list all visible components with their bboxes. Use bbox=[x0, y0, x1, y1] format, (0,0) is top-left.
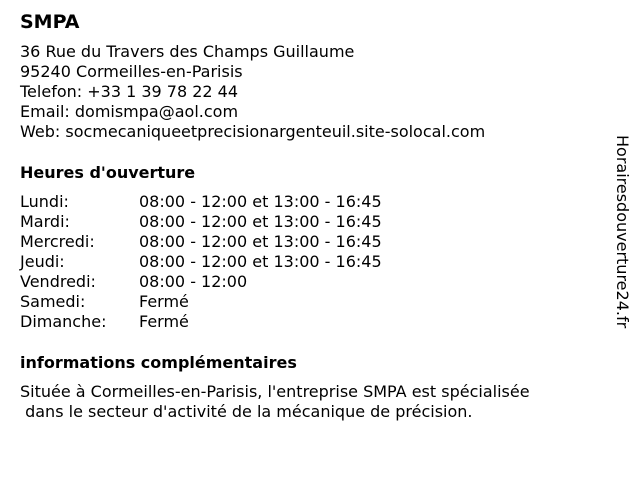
day-label: Samedi: bbox=[20, 292, 86, 311]
day-hours: 08:00 - 12:00 bbox=[139, 272, 248, 291]
day-hours: 08:00 - 12:00 et 13:00 - 16:45 bbox=[139, 232, 382, 251]
business-name: SMPA bbox=[20, 11, 80, 33]
web-line: Web: socmecaniqueetprecisionargenteuil.site-solocal.com bbox=[20, 122, 486, 141]
hours-row-wednesday bbox=[20, 232, 600, 252]
hours-row-monday bbox=[20, 192, 600, 212]
day-hours: Fermé bbox=[139, 312, 189, 331]
day-hours: 08:00 - 12:00 et 13:00 - 16:45 bbox=[139, 212, 382, 231]
hours-row-friday bbox=[20, 272, 600, 292]
about-heading: informations complémentaires bbox=[20, 353, 297, 372]
hours-heading: Heures d'ouverture bbox=[20, 163, 196, 182]
day-label: Lundi: bbox=[20, 192, 69, 211]
address-line-2: 95240 Cormeilles-en-Parisis bbox=[20, 62, 243, 81]
brand-watermark: Horairesdouverture24.fr bbox=[613, 135, 632, 329]
day-label: Jeudi: bbox=[20, 252, 65, 271]
phone-line: Telefon: +33 1 39 78 22 44 bbox=[20, 82, 239, 101]
hours-row-thursday bbox=[20, 252, 600, 272]
day-hours: Fermé bbox=[139, 292, 189, 311]
day-label: Dimanche: bbox=[20, 312, 107, 331]
day-hours: 08:00 - 12:00 et 13:00 - 16:45 bbox=[139, 252, 382, 271]
email-line: Email: domismpa@aol.com bbox=[20, 102, 239, 121]
day-label: Vendredi: bbox=[20, 272, 96, 291]
hours-table bbox=[20, 192, 600, 332]
business-card bbox=[20, 10, 600, 422]
hours-row-saturday bbox=[20, 292, 600, 312]
day-label: Mardi: bbox=[20, 212, 70, 231]
hours-row-sunday bbox=[20, 312, 600, 332]
about-text: Située à Cormeilles-en-Parisis, l'entreprise SMPA est spécialisée dans le secteur d'activité de la mécanique de précision. bbox=[20, 382, 530, 421]
day-hours: 08:00 - 12:00 et 13:00 - 16:45 bbox=[139, 192, 382, 211]
day-label: Mercredi: bbox=[20, 232, 95, 251]
hours-row-tuesday bbox=[20, 212, 600, 232]
address-line-1: 36 Rue du Travers des Champs Guillaume bbox=[20, 42, 355, 61]
